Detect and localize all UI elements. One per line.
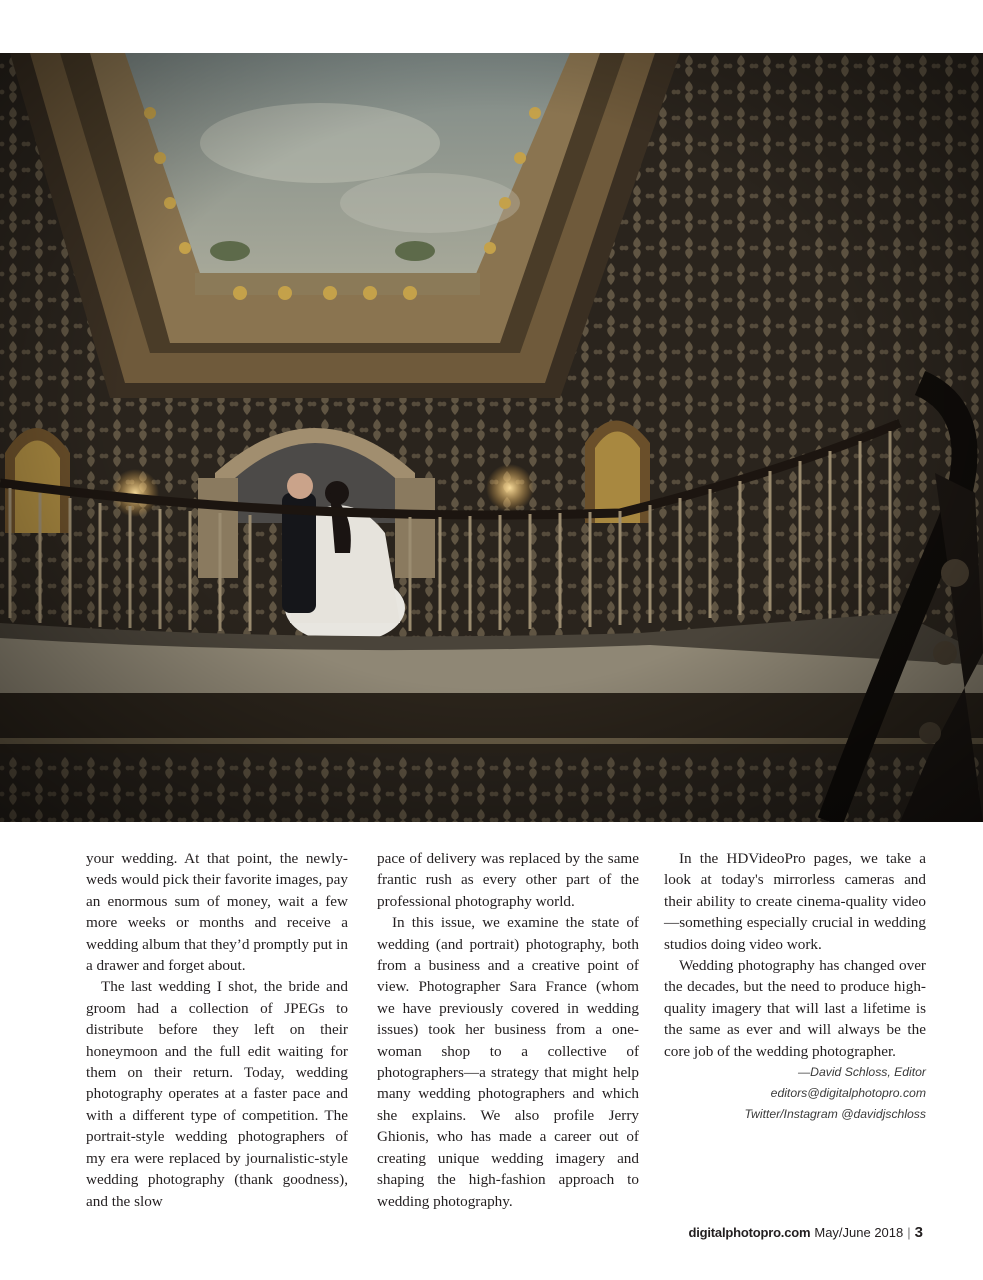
footer-site: digitalphotopro.com [688, 1225, 811, 1240]
article-column-1 [86, 848, 348, 1212]
page-number: 3 [914, 1224, 923, 1241]
article-paragraph: your wedding. At that point, the newly-weds would pick their favorite images, pay an enormous sum of money, wait a few more weeks or months and receive a wedding album that they’d promptly put in a drawer and forget about. [86, 850, 348, 975]
footer-separator: | [907, 1225, 911, 1240]
wedding-staircase-photo [0, 53, 983, 822]
footer-issue: May/June 2018 [814, 1225, 904, 1240]
page-footer [689, 1224, 924, 1241]
editor-name: —David Schloss, Editor [797, 1065, 926, 1080]
article-column-2 [377, 848, 639, 1212]
editor-email: editors@digitalphotopro.com [770, 1086, 926, 1101]
editor-signature [664, 1062, 926, 1125]
article-column-3 [664, 848, 926, 1125]
article-paragraph: Wedding photography has changed over the decades, but the need to produce high-quality imagery that will last a lifetime is the same as ever and will always be the core job of the wedding photographer. [664, 957, 926, 1060]
article-paragraph: In this issue, we examine the state of wedding (and portrait) photography, both from a business and a creative point of view. Photographer Sara France (whom we have previously covered in wedding issues) took her business from a one-woman shop to a collective of photographers—a strategy that might help many wedding photographers and which she explains. We also profile Jerry Ghionis, who has made a career out of creating unique wedding imagery and shaping the high-fashion approach to wedding photography. [377, 914, 639, 1210]
editor-social: Twitter/Instagram @davidjschloss [744, 1107, 926, 1122]
article-paragraph: In the HDVideoPro pages, we take a look at today's mirrorless cameras and their ability to create cinema-quality video—something especially crucial in wedding studios doing video work. [664, 850, 926, 953]
article-paragraph: The last wedding I shot, the bride and groom had a collection of JPEGs to distribute before they left on their honeymoon and the full edit waiting for them on their return. Today, wedding photography operates at a faster pace and with a different type of competition. The portrait-style wedding photographers of my era were replaced by journalistic-style wedding photography (thank goodness), and the slow [86, 978, 348, 1210]
article-paragraph: pace of delivery was replaced by the same frantic rush as every other part of the professional photography world. [377, 850, 639, 910]
